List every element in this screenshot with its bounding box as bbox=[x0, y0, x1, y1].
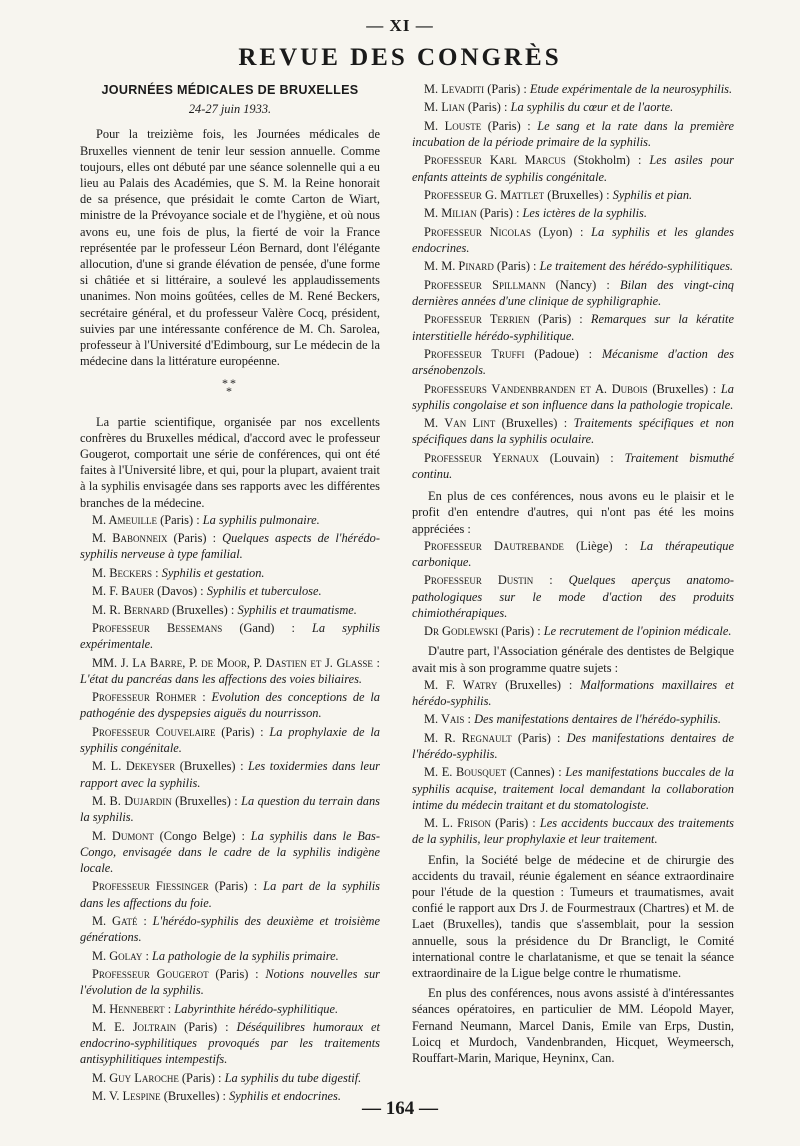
lecturer-place: : bbox=[142, 948, 152, 963]
lecturer-name: M. Vais bbox=[424, 712, 465, 727]
page-roman-numeral: — XI — bbox=[366, 16, 434, 35]
lecture-entry bbox=[412, 311, 734, 343]
lecture-entry bbox=[412, 538, 734, 570]
lecture-title: Quelques aperçus anatomo-pathologiques sur le mode d'action des produits chimiothérapiques. bbox=[412, 573, 735, 620]
lecture-title: La syphilis du cœur et de l'aorte. bbox=[510, 100, 674, 115]
lecturer-place: (Cannes) : bbox=[506, 765, 566, 780]
lecturer-place: : bbox=[151, 565, 162, 580]
lecture-title: La syphilis expérimentale. bbox=[80, 621, 380, 652]
lecturer-place: (Paris) : bbox=[498, 624, 544, 639]
lecturer-name: M. M. Pinard bbox=[424, 259, 494, 274]
lecture-entry bbox=[412, 623, 734, 639]
lecturer-name: M. Golay bbox=[92, 948, 143, 963]
lecture-title: Des manifestations dentaires de l'hérédo-syphilis. bbox=[474, 712, 721, 727]
lecturer-name: M. Gaté bbox=[92, 913, 138, 928]
lecture-entry bbox=[412, 81, 734, 97]
lecturer-place: (Paris) : bbox=[490, 816, 540, 831]
lecture-entry bbox=[80, 1001, 380, 1017]
lecture-title: Syphilis et gestation. bbox=[161, 565, 265, 580]
lecturer-name: M. Ameuille bbox=[92, 512, 157, 527]
lecture-title: Des manifestations dentaires de l'hérédo-syphilis. bbox=[412, 730, 734, 761]
lecturer-name: M. Van Lint bbox=[424, 416, 496, 431]
lecturer-place: (Gand) : bbox=[222, 621, 312, 636]
lecturer-name: M. F. Bauer bbox=[92, 584, 155, 599]
society-paragraph: Enfin, la Société belge de médecine et de chirurgie des accidents du travail, réunie également en séance extraordinaire pour l'étude de la question : Tumeurs et traumatismes, avait confié le rapport aux Drs J. de Fourmestraux (Chartres) et M. de Laet (Bruxelles), tandis que s'assemblait, pour la session annuelle, sous la présidence du Dr Brancligt, le Comité international contre le charlatanisme, et que se tenait la séance extraordinaire de la Ligue belge contre le rhumatisme. bbox=[412, 852, 734, 980]
lecture-title: L'état du pancréas dans les affections des voies biliaires. bbox=[80, 671, 362, 686]
lecturer-name: M. B. Dujardin bbox=[92, 794, 172, 808]
lecture-title: Le recrutement de l'opinion médicale. bbox=[543, 624, 732, 639]
lecturer-name: Professeur Gougerot bbox=[92, 966, 209, 981]
lecture-entry bbox=[80, 602, 380, 618]
lecturer-place: (Bruxelles) : bbox=[495, 416, 574, 431]
lecturer-place: (Paris) : bbox=[493, 259, 540, 274]
lecture-entry bbox=[80, 948, 380, 964]
lecturer-name: M. L. Frison bbox=[424, 816, 491, 831]
lecture-title: Traitements spécifiques et non spécifiques dans la syphilis oculaire. bbox=[412, 416, 734, 447]
lecture-title: Malformations maxillaires et hérédo-syphilis. bbox=[412, 677, 734, 708]
lecturer-name: Professeurs Vandenbranden et A. Dubois bbox=[424, 381, 648, 396]
lecture-entry bbox=[412, 711, 734, 727]
lecturer-name: M. Levaditi bbox=[424, 82, 485, 96]
lecturer-name: MM. J. La Barre, P. de Moor, P. Dastien et J. Glasse bbox=[92, 655, 373, 670]
lecturer-place: (Stokholm) : bbox=[565, 153, 650, 168]
lecture-entry bbox=[412, 152, 734, 184]
lecturer-place: (Paris) : bbox=[208, 966, 266, 981]
lecture-entry bbox=[412, 258, 734, 274]
lecture-entry bbox=[412, 99, 734, 115]
lecturer-name: M. Guy Laroche bbox=[92, 1070, 179, 1085]
right-column bbox=[412, 80, 734, 1066]
lecture-entry bbox=[80, 913, 380, 945]
lecture-title: Syphilis et endocrines. bbox=[229, 1089, 341, 1104]
lecture-list-left bbox=[80, 512, 380, 1104]
lecturer-name: Professeur Bessemans bbox=[92, 621, 223, 636]
lecturer-place: (Bruxelles) : bbox=[497, 677, 581, 692]
lecturer-place: (Paris) : bbox=[529, 312, 591, 327]
lecturer-name: Professeur G. Mattlet bbox=[424, 187, 545, 202]
lecture-list-right bbox=[412, 81, 734, 482]
lecture-entry bbox=[80, 620, 380, 652]
lecture-entry bbox=[412, 730, 734, 762]
lecture-title: La thérapeutique carbonique. bbox=[412, 538, 734, 569]
lecturer-place: (Nancy) : bbox=[545, 277, 621, 292]
lecturer-place: (Paris) : bbox=[215, 724, 270, 739]
lecture-title: La syphilis et les glandes endocrines. bbox=[412, 224, 734, 255]
other-lecture-list bbox=[412, 538, 734, 640]
lecture-title: Syphilis et traumatisme. bbox=[237, 602, 357, 617]
lecturer-name: Professeur Couvelaire bbox=[92, 724, 216, 739]
lecturer-name: Professeur Dautrebande bbox=[424, 538, 564, 553]
lecturer-name: M. R. Bernard bbox=[92, 602, 169, 617]
article-date: 24-27 juin 1933. bbox=[188, 102, 272, 117]
lecturer-place: : bbox=[464, 712, 475, 727]
separator-asterism bbox=[80, 376, 380, 399]
lecturer-place: (Paris) : bbox=[511, 730, 567, 745]
lecturer-name: M. V. Lespine bbox=[92, 1089, 161, 1104]
lecturer-place: (Paris) : bbox=[476, 206, 523, 221]
lecturer-name: M. Milian bbox=[424, 206, 477, 221]
lecture-entry bbox=[80, 758, 380, 790]
lecture-title: La syphilis dans le Bas-Congo, envisagée dans le cadre de la syphilis indigène locale. bbox=[80, 828, 380, 875]
lecturer-place: (Paris) : bbox=[178, 1070, 225, 1085]
lecture-title: Les asiles pour enfants atteints de syphilis congénitale. bbox=[412, 153, 734, 184]
lecturer-name: M. E. Joltrain bbox=[92, 1019, 177, 1034]
lecturer-name: M. L. Dekeyser bbox=[92, 759, 176, 774]
lecture-title: L'hérédo-syphilis des deuxième et troisième générations. bbox=[80, 913, 380, 945]
lecturer-place: (Liège) : bbox=[563, 538, 641, 553]
lecturer-place: : bbox=[372, 655, 380, 670]
lecturer-name: M. Dumont bbox=[92, 828, 154, 843]
lecturer-name: Professeur Dustin bbox=[424, 573, 534, 588]
lecturer-name: M. E. Bousquet bbox=[424, 765, 507, 780]
lecture-entry bbox=[80, 1019, 380, 1068]
lecture-title: Les ictères de la syphilis. bbox=[522, 206, 647, 221]
lecturer-place: : bbox=[137, 913, 153, 928]
lecturer-place: (Louvain) : bbox=[538, 450, 625, 465]
lecture-entry bbox=[412, 572, 734, 621]
lecture-entry bbox=[80, 655, 380, 687]
lecturer-name: Professeur Karl Marcus bbox=[424, 153, 566, 168]
lecture-title: Mécanisme d'action des arsénobenzols. bbox=[412, 346, 734, 378]
dentists-intro: D'autre part, l'Association générale des dentistes de Belgique avait mis à son programme quatre sujets : bbox=[412, 644, 734, 675]
lecturer-name: Professeur Nicolas bbox=[424, 224, 532, 239]
lecture-entry bbox=[80, 878, 380, 910]
lecturer-place: (Paris) : bbox=[464, 100, 511, 115]
lecturer-name: M. F. Watry bbox=[424, 677, 498, 692]
lecturer-place: (Padoue) : bbox=[524, 346, 602, 361]
lecture-title: La part de la syphilis dans les affections du foie. bbox=[80, 879, 380, 910]
lecture-entry bbox=[412, 205, 734, 221]
lecture-entry bbox=[80, 583, 380, 599]
lecture-title: Le traitement des hérédo-syphilitiques. bbox=[539, 259, 734, 274]
lecturer-name: Professeur Fiessinger bbox=[92, 879, 209, 894]
lecture-title: Evolution des conceptions de la pathogénie des dyspepsies aiguës du nourrisson. bbox=[80, 690, 380, 721]
lecturer-place: (Lyon) : bbox=[531, 224, 592, 239]
lecturer-name: Professeur Yernaux bbox=[424, 450, 539, 465]
lecturer-place: (Bruxelles) : bbox=[171, 794, 242, 808]
lecture-entry bbox=[412, 118, 734, 150]
lecture-entry bbox=[80, 724, 380, 756]
lecturer-place: (Bruxelles) : bbox=[168, 602, 238, 617]
lecturer-name: Dr Godlewski bbox=[424, 624, 498, 639]
lecturer-place: (Bruxelles) : bbox=[160, 1089, 230, 1104]
lecture-title: Les manifestations buccales de la syphilis acquise, traitement local demandant la collaboration intime du médecin traitant et du stomatologiste. bbox=[412, 765, 734, 812]
lecturer-place: : bbox=[164, 1001, 175, 1016]
lecture-title: Remarques sur la kératite interstitielle hérédo-syphilitique. bbox=[412, 312, 734, 343]
lecturer-name: M. Louste bbox=[424, 118, 482, 133]
lecture-title: Notions nouvelles sur l'évolution de la syphilis. bbox=[80, 966, 381, 998]
lecture-entry bbox=[80, 512, 380, 528]
asterism-text: ** * bbox=[222, 376, 238, 399]
lecture-entry bbox=[80, 565, 380, 581]
lecture-entry bbox=[412, 346, 734, 378]
lecturer-place: (Paris) : bbox=[176, 1019, 237, 1034]
lecturer-place: (Paris) : bbox=[156, 512, 203, 527]
lecture-title: La syphilis pulmonaire. bbox=[202, 512, 320, 527]
lecturer-name: Professeur Truffi bbox=[424, 346, 525, 361]
lecture-title: Labyrinthite hérédo-syphilitique. bbox=[174, 1001, 339, 1016]
lecture-entry bbox=[80, 966, 380, 998]
lecture-title: Déséquilibres humoraux et endocrino-syphilitiques provoqués par les traitements antisyphilitiques intempestifs. bbox=[80, 1019, 380, 1067]
lecturer-place: (Paris) : bbox=[481, 118, 538, 133]
lecture-title: Traitement bismuthé continu. bbox=[412, 450, 734, 481]
lecture-entry bbox=[412, 277, 734, 309]
lecture-title: La pathologie de la syphilis primaire. bbox=[151, 948, 339, 963]
lecturer-name: M. Hennebert bbox=[92, 1001, 165, 1016]
lecture-entry bbox=[412, 815, 734, 847]
lecturer-name: M. Beckers bbox=[92, 565, 152, 580]
lecture-title: Etude expérimentale de la neurosyphilis. bbox=[529, 82, 733, 96]
lecture-title: La question du terrain dans la syphilis. bbox=[80, 794, 381, 825]
lecturer-place: (Davos) : bbox=[154, 584, 207, 599]
lecture-title: La syphilis du tube digestif. bbox=[224, 1070, 362, 1085]
lecture-title: Le sang et la rate dans la première incubation de la période primaire de la syphilis. bbox=[412, 118, 734, 149]
lecture-title: Bilan des vingt-cinq dernières années d'une clinique de syphiligraphie. bbox=[412, 277, 734, 308]
lecturer-place: (Congo Belge) : bbox=[153, 828, 251, 843]
section-title: REVUE DES CONGRÈS bbox=[238, 44, 562, 71]
lecture-entry bbox=[412, 415, 734, 447]
lecturer-name: M. Lian bbox=[424, 100, 465, 115]
lecture-entry bbox=[412, 381, 734, 413]
lecture-entry bbox=[80, 828, 380, 877]
lecture-entry bbox=[80, 793, 380, 825]
scientific-intro-paragraph: La partie scientifique, organisée par nos excellents confrères du Bruxelles médical, d'accord avec le professeur Gougerot, comportait une série de conférences, qui ont été faites à l'Université libre, et qui, pour la plupart, avaient trait à la syphilis envisagée dans ses rapports avec les différentes branches de la médecine. bbox=[80, 414, 380, 510]
dentist-lecture-list bbox=[412, 677, 734, 848]
intro-paragraph: Pour la treizième fois, les Journées médicales de Bruxelles viennent de tenir leur session annuelle. Comme toujours, elles ont débuté par une séance solennelle qui a eu lieu au Palais des Académies, que S. M. la Reine honorait de sa présence, que présidait le comte Carton de Wiart, ministre de la Prévoyance sociale et de l'hygiène, et où nous avons eu, une fois de plus, la fierté de voir la France représentée par le professeur Léon Bernard, dont l'élégante allocution, d'une si grande élévation de pensée, d'une forme si châtiée et si littéraire, a soulevé les applaudissements unanimes. Non moins goûtées, celles de M. René Beckers, secrétaire général, et du professeur Valère Cocq, président, suivies par une intéressante conférence de M. Ch. Sarolea, professeur à l'Université d'Edimbourg, sur Le médecin de la médecine dans la littérature européenne. bbox=[80, 127, 380, 369]
lecturer-place: : bbox=[533, 573, 569, 588]
lecture-entry bbox=[412, 450, 734, 482]
lecture-entry bbox=[412, 764, 734, 813]
lecturer-place: (Bruxelles) : bbox=[647, 381, 721, 396]
lecture-title: Les accidents buccaux des traitements de la syphilis, leur prophylaxie et leur traitement. bbox=[412, 816, 734, 847]
lecture-title: Les toxidermies dans leur rapport avec la syphilis. bbox=[80, 759, 380, 790]
lecture-entry bbox=[412, 187, 734, 203]
lecturer-name: M. R. Regnault bbox=[424, 730, 512, 745]
lecture-entry bbox=[80, 530, 380, 562]
lecturer-name: Professeur Terrien bbox=[424, 312, 530, 327]
lecture-entry bbox=[412, 677, 734, 709]
article-heading: JOURNÉES MÉDICALES DE BRUXELLES bbox=[101, 83, 359, 97]
lecture-entry bbox=[80, 1070, 380, 1086]
lecturer-place: (Paris) : bbox=[484, 82, 530, 96]
lecture-title: Quelques aspects de l'hérédo-syphilis nerveuse à type familial. bbox=[80, 531, 380, 562]
lecturer-place: (Paris) : bbox=[167, 531, 223, 546]
lecturer-name: M. Babonneix bbox=[92, 531, 168, 546]
lecture-entry bbox=[412, 224, 734, 256]
lecture-entry bbox=[80, 689, 380, 721]
lecturer-name: Professeur Spillmann bbox=[424, 277, 546, 292]
other-lectures-intro: En plus de ces conférences, nous avons eu le plaisir et le profit d'en entendre d'autres, qui n'ont pas été les moins appréciées : bbox=[412, 489, 734, 536]
closing-paragraph: En plus des conférences, nous avons assisté à d'intéressantes séances opératoires, en particulier de MM. Léopold Mayer, Fernand Neumann, Marcel Danis, Emile van Erps, Dustin, Loicq et Murdoch, Vandenbranden, Hicquet, Weymeersch, Rouffart-Marin, Marique, Heyninx, Can. bbox=[412, 986, 734, 1065]
lecturer-place: (Bruxelles) : bbox=[544, 187, 613, 202]
lecture-title: Syphilis et tuberculose. bbox=[206, 584, 322, 599]
lecturer-name: Professeur Rohmer bbox=[92, 690, 197, 705]
lecture-title: Syphilis et pian. bbox=[612, 187, 693, 202]
lecture-title: La syphilis congolaise et son influence dans la pathologie tropicale. bbox=[412, 381, 734, 412]
left-column bbox=[80, 80, 380, 1107]
lecturer-place: (Bruxelles) : bbox=[175, 759, 249, 774]
lecturer-place: : bbox=[196, 690, 212, 705]
page-number: — 164 — bbox=[362, 1098, 438, 1119]
lecturer-place: (Paris) : bbox=[208, 879, 264, 894]
lecture-title: La prophylaxie de la syphilis congénitale. bbox=[80, 724, 380, 756]
